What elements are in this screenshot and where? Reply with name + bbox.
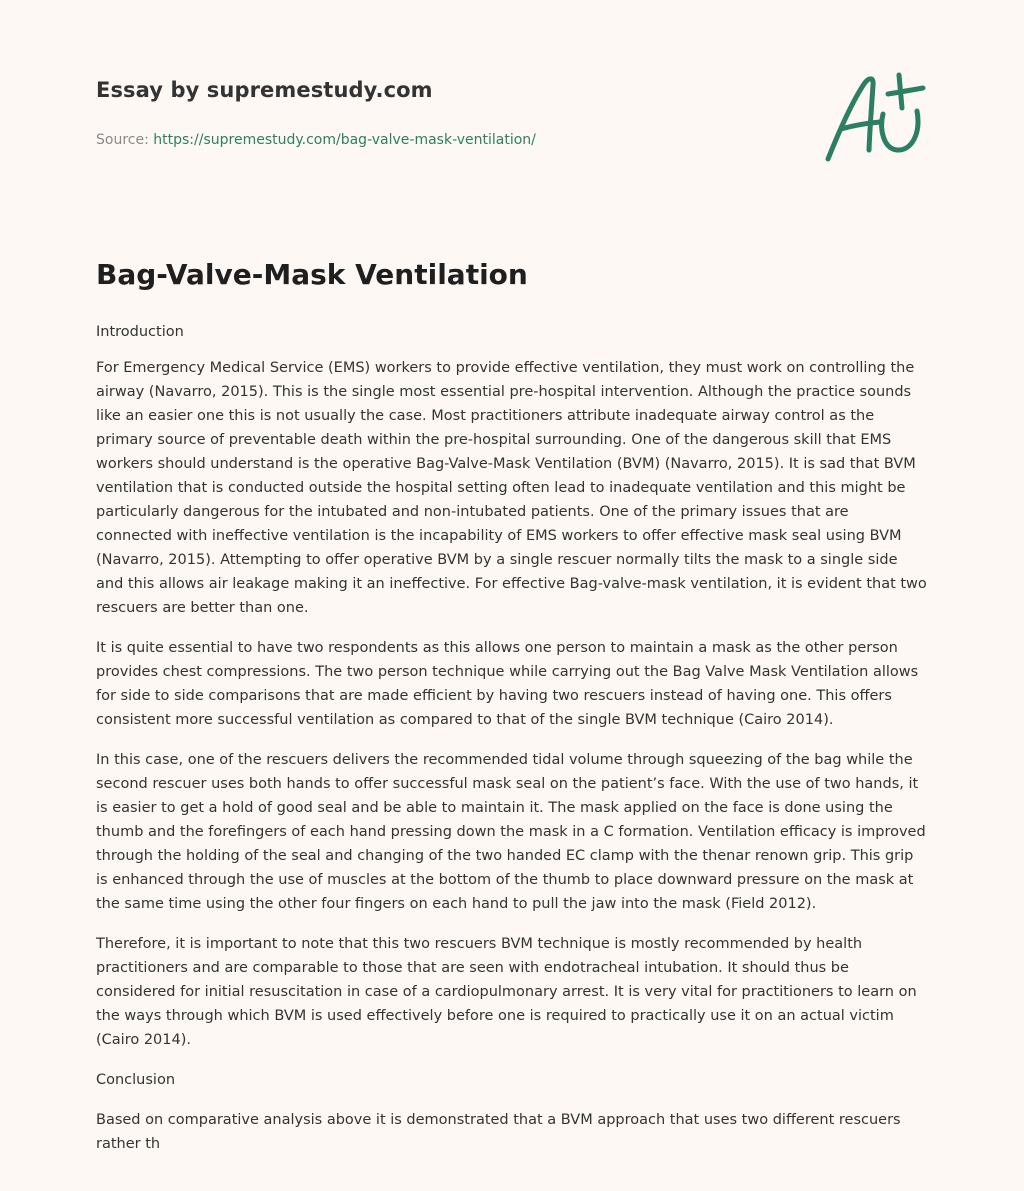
paragraph: For Emergency Medical Service (EMS) workers to provide effective ventilation, they must work on controlling the airway (Navarro, 2015). This is the single most essential pre-hospital intervention. Although the practice sounds like an easier one this is not usually the case. Most practitioners attribute inadequate airway control as the primary source of preventable death within the pre-hospital surrounding. One of the dangerous skill that EMS workers should understand is the operative Bag-Valve-Mask Ventilation (BVM) (Navarro, 2015). It is sad that BVM ventilation that is conducted outside the hospital setting often lead to inadequate ventilation and this might be particularly dangerous for the intubated and non-intubated patients. One of the primary issues that are connected with ineffective ventilation is the incapability of EMS workers to offer effective mask seal using BVM (Navarro, 2015). Attempting to offer operative BVM by a single rescuer normally tilts the mask to a single side and this allows air leakage making it an ineffective. For effective Bag-valve-mask ventilation, it is evident that two rescuers are better than one. [96, 360, 927, 616]
section-label-conclusion: Conclusion [96, 1072, 176, 1088]
paragraph: In this case, one of the rescuers delivers the recommended tidal volume through squeezing of the bag while the second rescuer uses both hands to offer successful mask seal on the patient’s face. With the use of two hands, it is easier to get a hold of good seal and be able to maintain it. The mask applied on the face is done using the thumb and the forefingers of each hand pressing down the mask in a C formation. Ventilation efficacy is improved through the holding of the seal and changing of the two handed EC clamp with the thenar renown grip. This grip is enhanced through the use of muscles at the bottom of the thumb to place downward pressure on the mask at the same time using the other four fingers on each hand to pull the jaw into the mask (Field 2012). [96, 752, 926, 912]
site-title: Essay by supremestudy.com [96, 78, 433, 102]
paragraph: Therefore, it is important to note that this two rescuers BVM technique is mostly recommended by health practitioners and are comparable to those that are seen with endotracheal intubation. It should thus be considered for initial resuscitation in case of a cardiopulmonary arrest. It is very vital for practitioners to learn on the ways through which BVM is used effectively before one is required to practically use it on an actual victim (Cairo 2014). [96, 936, 917, 1048]
essay-article [96, 254, 928, 1156]
a-plus-icon [822, 68, 926, 164]
paragraph: Based on comparative analysis above it is demonstrated that a BVM approach that uses two different rescuers rather th [96, 1112, 901, 1152]
essay-title: Bag-Valve-Mask Ventilation [96, 258, 528, 291]
paragraph: It is quite essential to have two respondents as this allows one person to maintain a mask as the other person provides chest compressions. The two person technique while carrying out the Bag Valve Mask Ventilation allows for side to side comparisons that are made efficient by having two rescuers instead of having one. This offers consistent more successful ventilation as compared to that of the single BVM technique (Cairo 2014). [96, 640, 919, 728]
source-line [96, 130, 796, 150]
source-label: Source: [96, 132, 149, 148]
site-header [96, 72, 796, 150]
section-label-introduction: Introduction [96, 324, 184, 340]
source-link[interactable]: https://supremestudy.com/bag-valve-mask-ventilation/ [153, 132, 536, 148]
